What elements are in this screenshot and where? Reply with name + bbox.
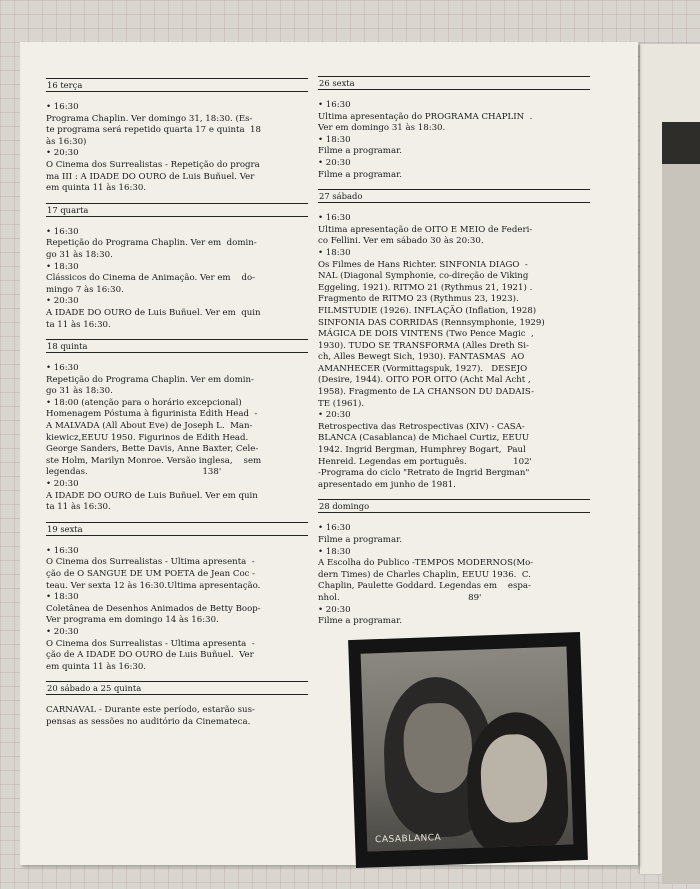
program-line: • 20:30 xyxy=(46,148,79,159)
program-line: pensas as sessões no auditório da Cinemateca. xyxy=(46,716,251,727)
program-line: • 18:30 xyxy=(46,261,79,272)
program-line: Coletânea de Desenhos Animados de Betty Boop- xyxy=(46,603,261,614)
program-line: • 16:30 xyxy=(318,100,351,110)
program-line: CARNAVAL - Durante este período, estarão sus- xyxy=(46,705,255,716)
program-line: O Cinema dos Surrealistas - Repetição do progra xyxy=(46,159,260,170)
program-line: ta 11 às 16:30. xyxy=(46,502,111,513)
program-line: A Escolha do Publico -TEMPOS MODERNOS(Mo- xyxy=(318,558,534,569)
program-line: Eggeling, 1921). RITMO 21 (Rythmus 21, 1921) . xyxy=(318,282,533,293)
program-line: às 16:30) xyxy=(46,136,87,147)
program-line: apresentado em junho de 1981. xyxy=(318,479,456,490)
program-line: BLANCA (Casablanca) de Michael Curtiz, EEUU xyxy=(318,433,530,444)
day-header: 20 sábado a 25 quinta xyxy=(46,681,308,695)
program-line: mingo 7 às 16:30. xyxy=(46,284,124,295)
program-line: • 16:30 xyxy=(46,102,79,112)
program-line: Repetição do Programa Chaplin. Ver em domin- xyxy=(46,238,257,249)
program-line: go 31 às 18:30. xyxy=(46,386,113,397)
day-header: 17 quarta xyxy=(46,203,308,217)
photo-image xyxy=(361,647,574,852)
program-line: Fragmento de RITMO 23 (Rythmus 23, 1923). xyxy=(318,294,519,305)
program-line: co Fellini. Ver em sábado 30 às 20:30. xyxy=(318,236,484,247)
day-header: 28 domingo xyxy=(318,499,590,513)
program-line: • 20:30 xyxy=(318,410,351,421)
program-line: NAL (Diagonal Symphonie, co-direção de Viking xyxy=(318,271,529,282)
program-line: ção de O SANGUE DE UM POETA de Jean Coc - xyxy=(46,569,256,579)
right-column xyxy=(318,76,590,636)
casablanca-photo xyxy=(348,632,588,868)
day-section xyxy=(318,76,590,181)
program-line: 1958). Fragmento de LA CHANSON DU DADAIS- xyxy=(318,387,535,398)
program-line: nhol. 89' xyxy=(318,592,482,603)
day-section xyxy=(46,522,308,674)
adjacent-page xyxy=(640,44,700,874)
program-line: Retrospectiva das Retrospectivas (XIV) - CASA- xyxy=(318,421,525,432)
program-line: MÁGICA DE DOIS VINTENS (Two Pence Magic , xyxy=(318,329,534,340)
program-line: Ultima apresentação do PROGRAMA CHAPLIN . xyxy=(318,111,533,122)
day-section xyxy=(46,203,308,331)
program-line: ch, Alles Bewegt Sich, 1930). FANTASMAS AO xyxy=(318,352,525,363)
program-line: • 18:30 xyxy=(318,134,351,145)
program-line: Chaplin, Paulette Goddard. Legendas em espa- xyxy=(318,581,531,592)
day-header: 16 terça xyxy=(46,78,308,92)
program-line: • 18:30 xyxy=(318,546,351,557)
program-line: • 18:00 (atenção para o horário excepcional) xyxy=(46,397,242,408)
program-line: Clássicos do Cinema de Animação. Ver em do- xyxy=(46,273,256,284)
day-header: 19 sexta xyxy=(46,522,308,536)
program-line: • 16:30 xyxy=(46,226,79,237)
program-line: Henreid. Legendas em português. 102' xyxy=(318,456,532,467)
program-line: • 16:30 xyxy=(318,213,351,224)
program-line: ste Holm, Marilyn Monroe. Versão inglesa, sem xyxy=(46,455,262,466)
program-line: O Cinema dos Surrealistas - Ultima apresenta - xyxy=(46,557,255,568)
photo-woman-face xyxy=(480,733,549,823)
program-line: AMANHECER (Vormittagspuk, 1927). DESEJO xyxy=(318,363,528,374)
adjacent-photo-strip xyxy=(662,164,700,884)
program-line: • 16:30 xyxy=(46,545,79,556)
program-line: Filme a programar. xyxy=(318,616,402,627)
program-line: ção de A IDADE DO OURO de Luis Buñuel. Ver xyxy=(46,650,254,661)
day-section xyxy=(318,499,590,627)
program-line: • 20:30 xyxy=(46,479,79,490)
day-section xyxy=(318,189,590,491)
program-line: A IDADE DO OURO de Luis Buñuel. Ver em quin xyxy=(46,307,261,318)
day-header: 26 sexta xyxy=(318,76,590,90)
program-line: Homenagem Póstuma à figurinista Edith Head - xyxy=(46,409,258,420)
program-line: SINFONIA DAS CORRIDAS (Rennsymphonie, 1929) xyxy=(318,317,545,328)
program-line: -Programa do ciclo "Retrato de Ingrid Bergman" xyxy=(318,468,530,479)
program-line: ta 11 às 16:30. xyxy=(46,319,111,330)
program-line: FILMSTUDIE (1926). INFLAÇÃO (Inflation, 1928) xyxy=(318,305,537,316)
left-column xyxy=(46,78,308,737)
program-line: Repetição do Programa Chaplin. Ver em domin- xyxy=(46,374,254,385)
program-line: te programa será repetido quarta 17 e quinta 18 xyxy=(46,125,261,136)
program-line: 1930). TUDO SE TRANSFORMA (Alles Dreth Si- xyxy=(318,340,529,351)
program-line: Programa Chaplin. Ver domingo 31, 18:30. (Es- xyxy=(46,113,253,124)
program-line: • 16:30 xyxy=(318,523,351,534)
program-line: • 20:30 xyxy=(318,604,351,615)
program-line: Filme a programar. xyxy=(318,146,402,157)
day-section xyxy=(46,339,308,514)
program-line: Filme a programar. xyxy=(318,535,402,545)
program-line: Ver programa em domingo 14 às 16:30. xyxy=(46,615,219,626)
day-section xyxy=(46,78,308,195)
photo-caption: CASABLANCA xyxy=(374,832,442,846)
program-line: dern Times) de Charles Chaplin, EEUU 1936. C. xyxy=(318,569,531,580)
program-line: Ultima apresentação de OITO E MEIO de Federi- xyxy=(318,224,533,235)
program-line: George Sanders, Bette Davis, Anne Baxter, Cele- xyxy=(46,444,259,455)
day-header: 27 sábado xyxy=(318,189,590,203)
program-line: • 20:30 xyxy=(46,626,79,637)
program-line: • 20:30 xyxy=(318,157,351,168)
day-header: 18 quinta xyxy=(46,339,308,353)
program-line: Filme a programar. xyxy=(318,169,402,180)
program-line: O Cinema dos Surrealistas - Ultima apresenta - xyxy=(46,638,255,649)
program-line: • 20:30 xyxy=(46,296,79,307)
program-line: em quinta 11 às 16:30. xyxy=(46,183,147,194)
program-line: em quinta 11 às 16:30. xyxy=(46,661,147,672)
program-line: Ver em domingo 31 às 18:30. xyxy=(318,123,446,134)
day-section xyxy=(46,681,308,728)
program-line: A IDADE DO OURO de Luis Buñuel. Ver em quin xyxy=(46,490,258,501)
program-line: 1942. Ingrid Bergman, Humphrey Bogart, Paul xyxy=(318,445,526,456)
program-line: legendas. 138' xyxy=(46,467,222,478)
program-line: ma III : A IDADE DO OURO de Luis Buñuel. Ver xyxy=(46,171,255,182)
program-line: • 18:30 xyxy=(46,592,79,603)
program-line: A MALVADA (All About Eve) de Joseph L. Man- xyxy=(46,421,253,432)
program-line: • 18:30 xyxy=(318,247,351,258)
program-line: go 31 às 18:30. xyxy=(46,249,113,260)
program-line: Os Filmes de Hans Richter. SINFONIA DIAGO - xyxy=(318,259,528,270)
program-line: • 16:30 xyxy=(46,363,79,374)
program-line: teau. Ver sexta 12 às 16:30.Ultima apresentação. xyxy=(46,580,261,591)
program-line: (Desire, 1944). OITO POR OITO (Acht Mal Acht , xyxy=(318,375,531,386)
program-line: kiewicz,EEUU 1950. Figurinos de Edith Head. xyxy=(46,432,249,443)
program-line: TE (1961). xyxy=(318,398,365,409)
